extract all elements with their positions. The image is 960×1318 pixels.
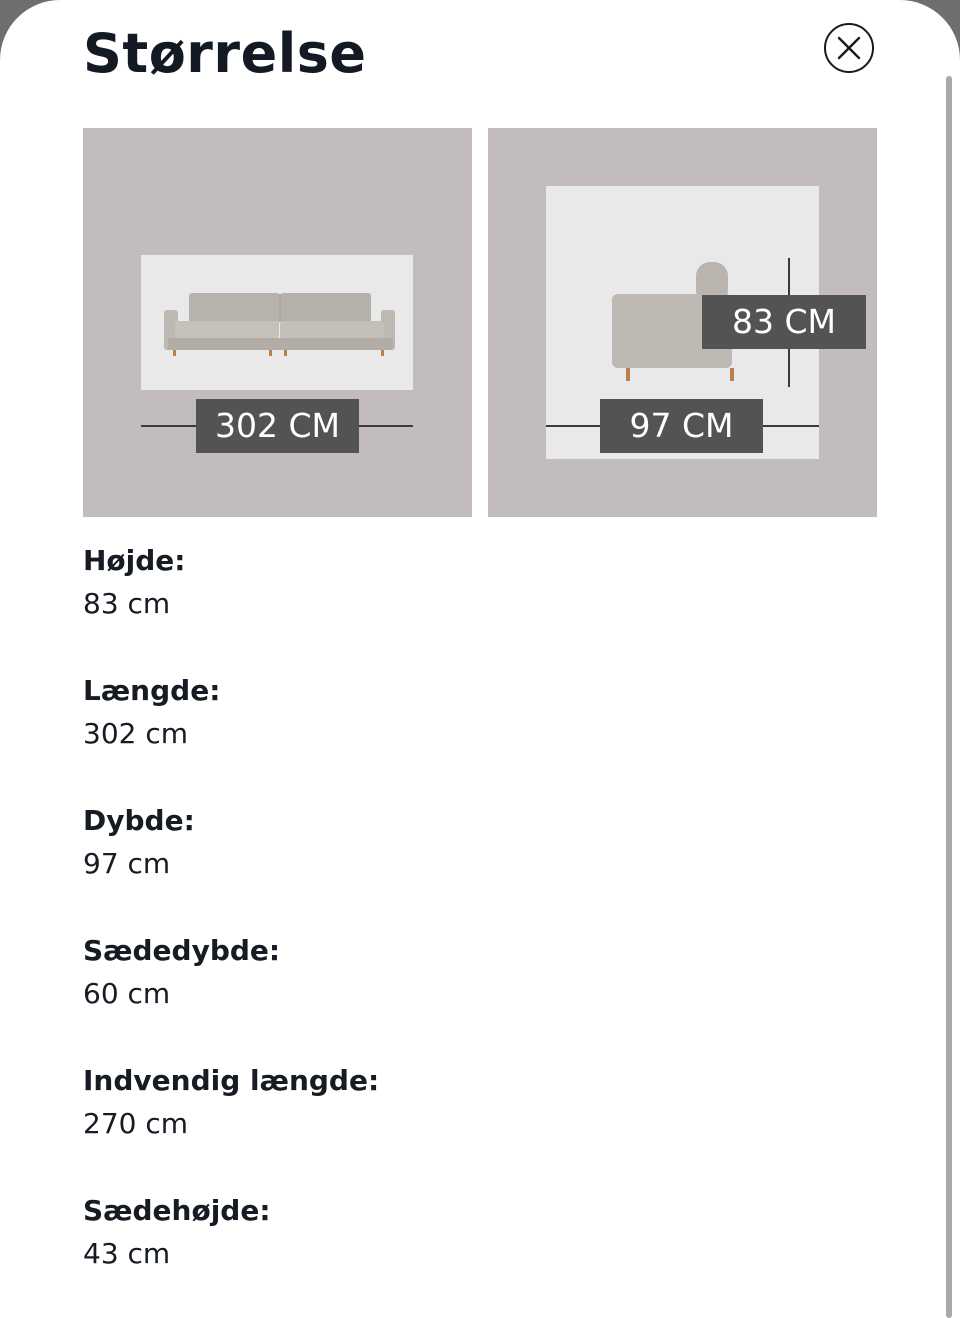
sofa-front-illustration [141,255,413,390]
modal-title: Størrelse [83,22,367,85]
front-view-panel [83,128,472,517]
spec-value: 270 cm [83,1107,189,1140]
spec-item-inner-length [83,1060,379,1145]
spec-label: Dybde: [83,804,195,837]
spec-label: Sædedybde: [83,934,281,967]
spec-label: Længde: [83,674,221,707]
spec-value: 302 cm [83,717,189,750]
front-width-label: 302 CM [196,399,359,453]
close-x-icon [837,36,861,60]
spec-label: Sædehøjde: [83,1194,271,1227]
spec-item-seat-height [83,1190,379,1275]
spec-list [83,540,379,1318]
spec-label: Indvendig længde: [83,1064,380,1097]
spec-value: 97 cm [83,847,171,880]
spec-item-length [83,670,379,755]
spec-value: 43 cm [83,1237,171,1270]
spec-label: Højde: [83,544,186,577]
scrollbar[interactable] [946,76,952,1318]
spec-item-height [83,540,379,625]
side-depth-label: 97 CM [600,399,763,453]
spec-value: 60 cm [83,977,171,1010]
side-view-panel [488,128,877,517]
spec-item-seat-depth [83,930,379,1015]
side-height-label: 83 CM [702,295,866,349]
sofa-front-image [141,255,413,390]
spec-item-depth [83,800,379,885]
spec-value: 83 cm [83,587,171,620]
close-button[interactable] [824,23,874,73]
